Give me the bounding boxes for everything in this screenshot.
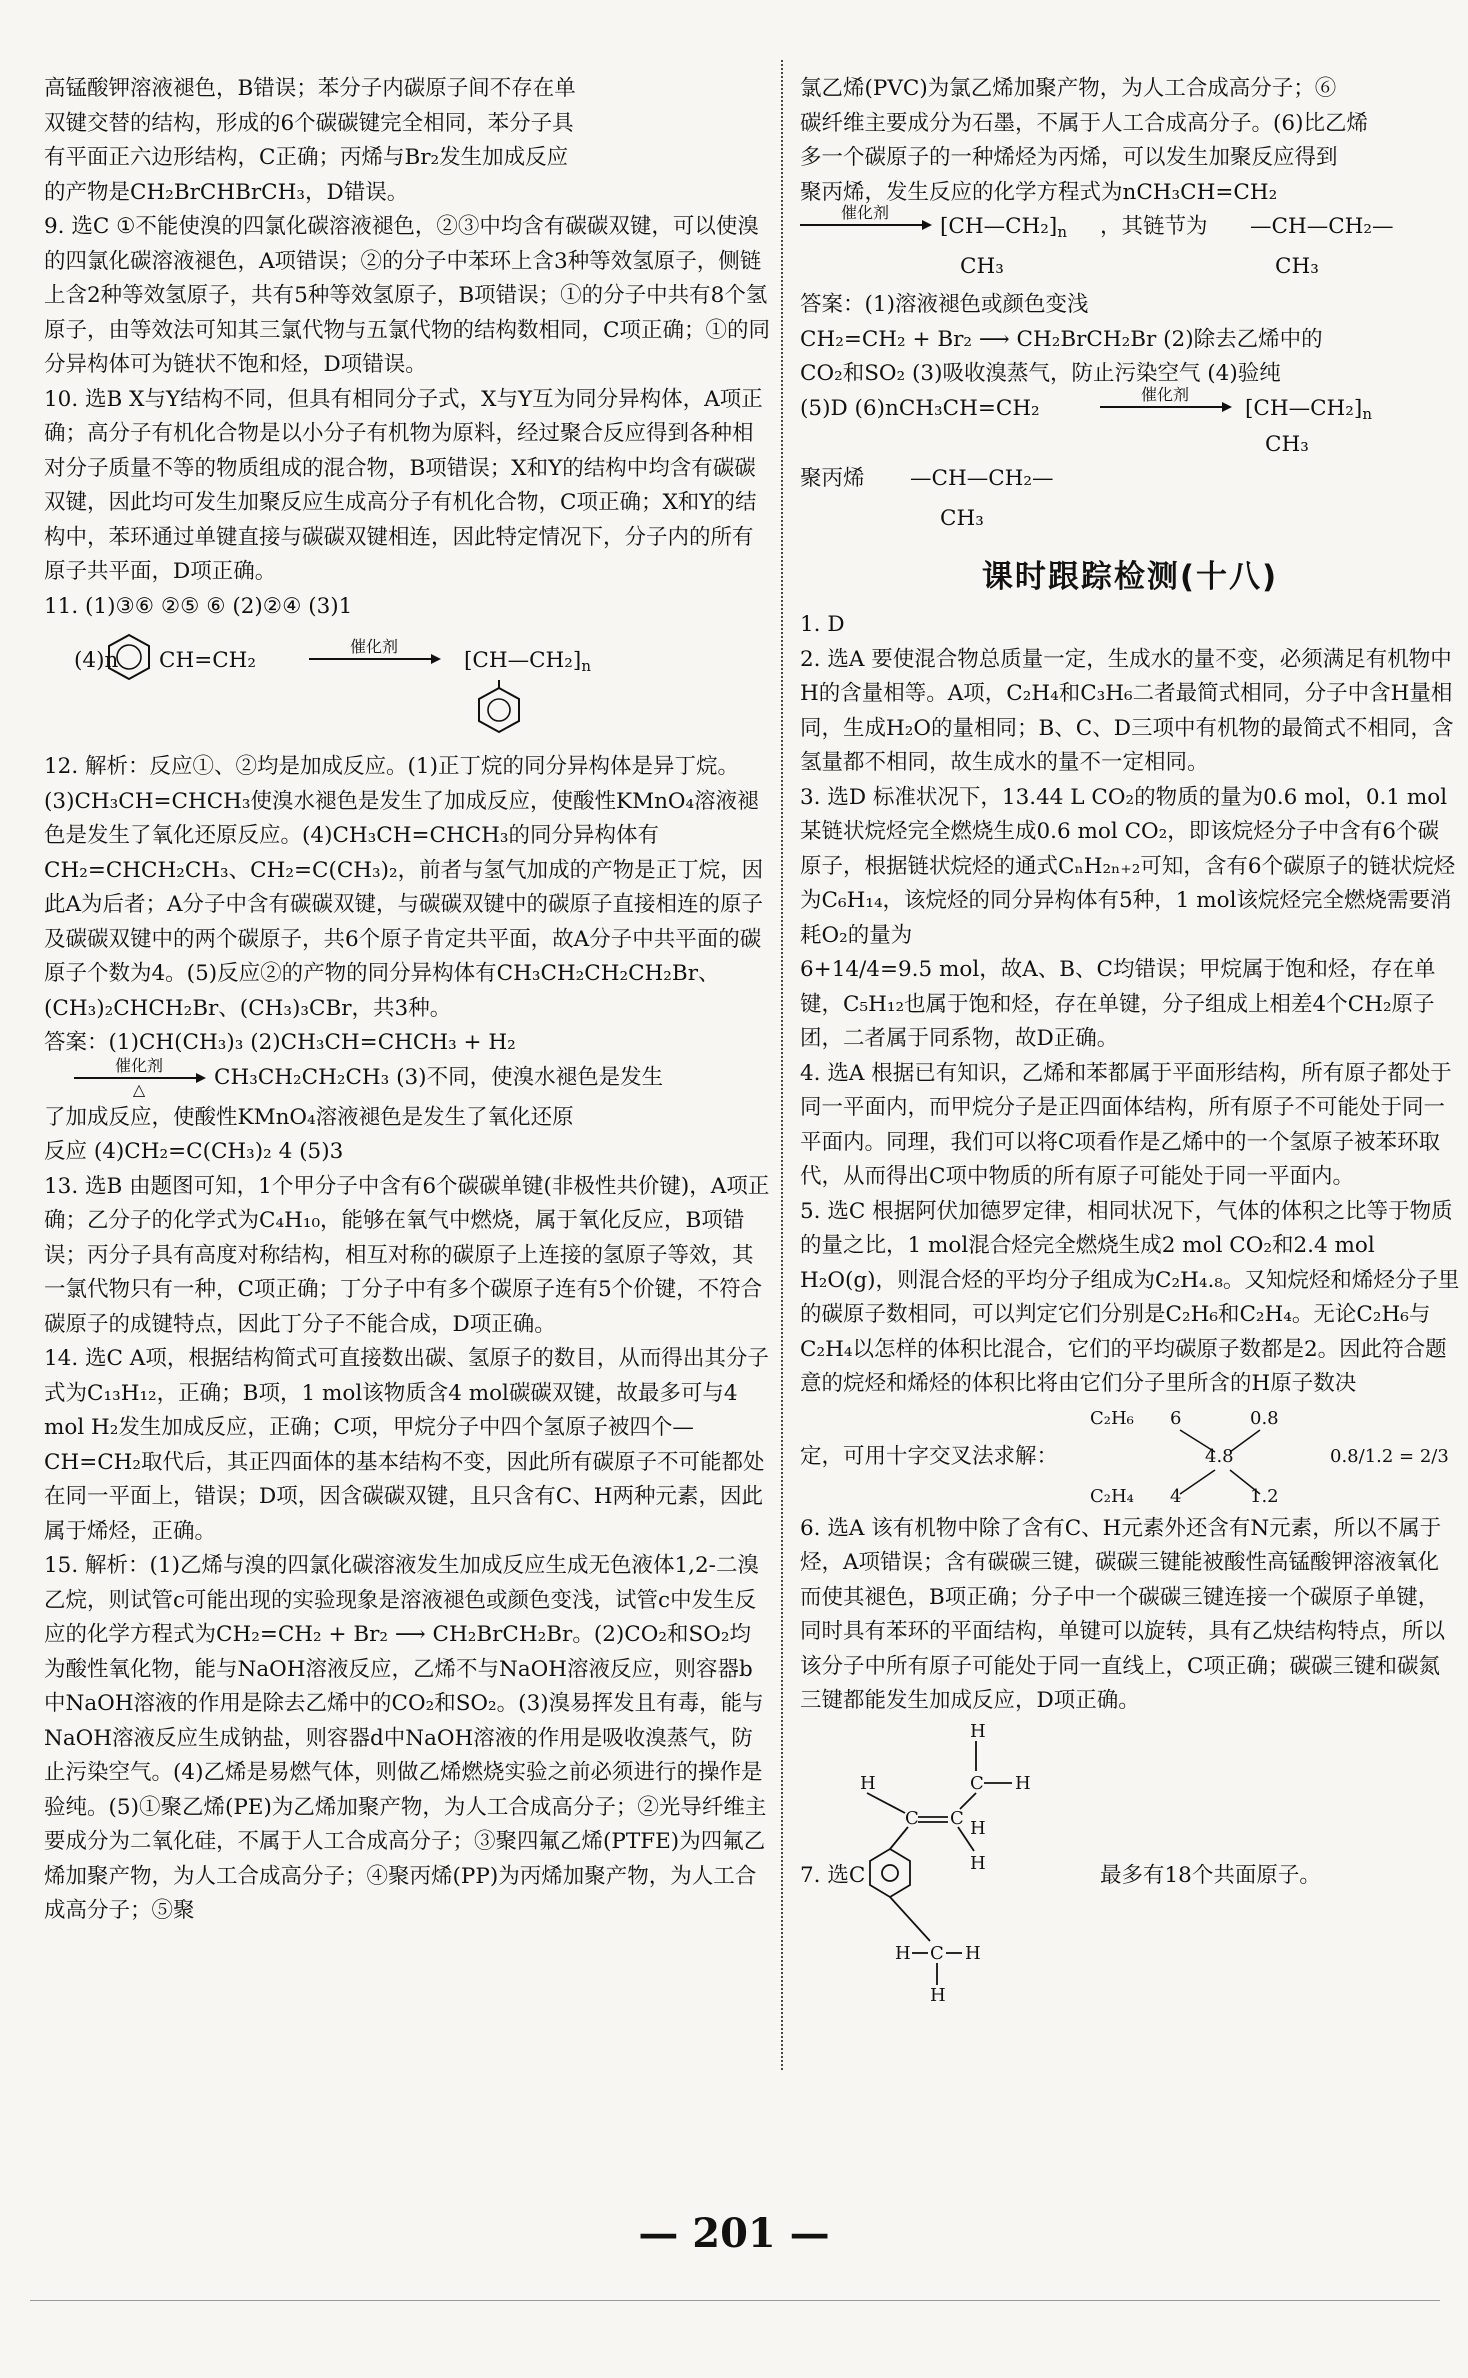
styrene-polymerization-equation [74,632,772,742]
answer-12-key: 答案：(1)CH(CH₃)₃ (2)CH₃CH=CHCH₃ + H₂ [44,1030,516,1055]
answer-11: 11. (1)③⑥ ②⑤ ⑥ (2)②④ (3)1 [44,593,353,619]
test-answer-4: 4. 选A 根据已有知识，乙烯和苯都属于平面形结构，所有原子都处于同一平面内，而甲烷分子是正四面体结构，所有原子不可能处于同一平面内。同理，我们可以将C项看作是乙烯中的一个氢原子被苯环取代，从而得出C项中物质的所有原子可能处于同一平面内。 [800,1060,1452,1189]
polypropylene-line [800,462,1460,542]
answer-12: 12. 解析：反应①、②均是加成反应。(1)正丁烷的同分异构体是异丁烷。(3)CH₃CH=CHCH₃使溴水褪色是发生了加成反应，使酸性KMnO₄溶液褪色是发生了氧化还原反应。(4)CH₃CH=CHCH₃的同分异构体有CH₂=CHCH₂CH₃、CH₂=C(CH₃)₂，前者与氢气加成的产物是正丁烷，因此A为后者；A分子中含有碳碳双键，与碳碳双键中的碳原子直接相连的原子及碳碳双键中的两个碳原子，共6个原子肯定共平面，故A分子中共平面的碳原子个数为4。(5)反应②的产物的同分异构体有CH₃CH₂CH₂CH₂Br、(CH₃)₂CHCH₂Br、(CH₃)₃CBr，共3种。 [44,754,764,1021]
polymer-repeat-unit: CH—CH₂ [1253,395,1354,421]
reaction-arrow [309,638,439,662]
answer-13: 13. 选B 由题图可知，1个甲分子中含有6个碳碳单键(非极性共价键)，A项正确；乙分子的化学式为C₄H₁₀，能够在氧气中燃烧，属于氧化反应，B项错误；丙分子具有高度对称结构，相互对称的碳原子上连接的氢原子等效，其一氯代物只有一种，C项正确；丁分子中有多个碳原子连有5个价键，不符合碳原子的成键特点，因此丁分子不能合成，D项正确。 [44,1173,770,1337]
catalyst-label: 催化剂 [1140,384,1189,404]
polymer-repeat-unit: CH—CH₂ [948,214,1049,239]
coefficient: (4)n [74,648,119,673]
text-line: 了加成反应，使酸性KMnO₄溶液褪色是发生了氧化还原 [44,1104,574,1130]
polymer-formula: $[CH—CH_2]_n$ [940,214,1067,241]
text-line: CH₂=CH₂ + Br₂ ⟶ CH₂BrCH₂Br (2)除去乙烯中的 [800,326,1323,352]
answer-7-label: 7. 选C [800,1862,866,1888]
column-divider [781,60,783,2070]
text-line: (5)D (6)nCH₃CH=CH₂ [800,395,1040,421]
svg-text:H: H [930,1984,946,2006]
polymer-formula: $[CH—CH_2]_n$ [464,648,591,675]
right-column [800,72,1460,2019]
structural-formula-icon [850,1719,1040,2009]
monomer-formula: CH=CH₂ [159,648,257,673]
test-answer-2: 2. 选A 要使混合物总质量一定，生成水的量不变，必须满足有机物中H的含量相等。A项，C₂H₄和C₃H₆二者最简式相同，分子中含H量相同，生成H₂O的量相同；B、C、D三项中有机物的最简式不相同，含氢量都不相同，故生成水的量不一定相同。 [800,646,1454,775]
cross-method-diagram [800,1402,1460,1512]
test-answer-1: 1. D [800,612,845,637]
text-line: 反应 (4)CH₂=C(CH₃)₂ 4 (5)3 [44,1139,344,1164]
answer-12-equation [44,1055,772,1101]
text-line: CH₃CH₂CH₂CH₃ (3)不同，使溴水褪色是发生 [214,1064,664,1090]
text-line: CO₂和SO₂ (3)吸收溴蒸气，防止污染空气 (4)验纯 [800,361,1281,386]
methyl-group: CH₃ [1275,254,1319,279]
svg-text:H: H [970,1817,986,1839]
methyl-group: CH₃ [940,505,984,531]
svg-text:C: C [905,1807,919,1829]
answer-10: 10. 选B X与Y结构不同，但具有相同分子式，X与Y互为同分异构体，A项正确；高分子有机化合物是以小分子有机物为原料，经过聚合反应得到各种相对分子质量不等的物质组成的混合物，B项错误；X和Y的结构中均含有碳碳双键，因此均可发生加聚反应生成高分子有机化合物，C项正确；X和Y的结构中，苯环通过单键直接与碳碳双键相连，因此特定情况下，分子内的所有原子共平面，D项正确。 [44,386,763,584]
cross-value-a: 6 [1170,1407,1182,1429]
cross-result-2: 1.2 [1250,1485,1279,1507]
svg-text:H: H [895,1942,911,1964]
methyl-group: CH₃ [1265,431,1309,457]
footer-rule [30,2300,1440,2301]
polymer-formula: $[CH—CH_2]_n$ [1245,395,1372,423]
svg-text:H: H [965,1942,981,1964]
cross-formula-b: C₂H₄ [1090,1485,1134,1507]
catalyst-label: 催化剂 [840,203,889,222]
answer-15-key: 答案：(1)溶液褪色或颜色变浅 [800,292,1089,317]
text-line: ，其链节为 [1100,214,1208,239]
propene-polymerization-equation [800,203,1460,288]
test-answer-6: 6. 选A 该有机物中除了含有C、H元素外还含有N元素，所以不属于烃，A项错误；含有碳碳三键，碳碳三键能被酸性高锰酸钾溶液氧化而使其褪色，B项正确；分子中一个碳碳三键连接一个碳原子单键，同时具有苯环的平面结构，单键可以旋转，具有乙炔结构特点，所以该分子中所有原子可能处于同一直线上，C项正确；碳碳三键和碳氮三键都能发生加成反应，D项正确。 [800,1515,1446,1713]
text-line: 的产物是CH₂BrCHBrCH₃，D错误。 [44,179,409,205]
test-answer-3: 3. 选D 标准状况下，13.44 L CO₂的物质的量为0.6 mol，0.1 mol某链状烷烃完全燃烧生成0.6 mol CO₂，即该烷烃分子中含有6个碳原子，根据链状烷烃的通式CₙH₂ₙ₊₂可知，含有6个碳原子的链状烷烃为C₆H₁₄，该烷烃的同分异构体有5种，1 mol该烷烃完全燃烧需要消耗O₂的量为 [800,784,1456,948]
test-answer-3-cont: 6+14/4=9.5 mol，故A、B、C均错误；甲烷属于饱和烃，存在单键，C₅H₁₂也属于饱和烃，存在单键，分子组成上相差4个CH₂原子团，二者属于同系物，故D正确。 [800,957,1436,1051]
page-number: — 201 — [638,2210,830,2257]
text-line: 聚丙烯 [800,465,865,491]
text-line: 氯乙烯(PVC)为氯乙烯加聚产物，为人工合成高分子；⑥ [800,76,1337,101]
methyl-group: CH₃ [960,254,1004,279]
cross-average: 4.8 [1205,1445,1234,1467]
svg-text:C: C [930,1942,944,1964]
answer-9: 9. 选C ①不能使溴的四氯化碳溶液褪色，②③中均含有碳碳双键，可以使溴的四氯化碳溶液褪色，A项错误；②的分子中苯环上含3种等效氢原子，侧链上含2种等效氢原子，共有5种等效氢原子，B项错误；①的分子中共有8个氢原子，由等效法可知其三氯代物与五氯代物的结构数相同，C项正确；①的同分异构体可为链状不饱和烃，D项错误。 [44,214,770,377]
chain-link: —CH—CH₂— [910,465,1054,491]
test-answer-7 [800,1719,1460,2019]
page-number-value: 201 [692,2210,776,2257]
benzene-ring-icon [104,632,154,682]
answer-14: 14. 选C A项，根据结构简式可直接数出碳、氢原子的数目，从而得出其分子式为C₁₃H₁₂，正确；B项，1 mol该物质含4 mol碳碳双键，故最多可与4 mol H₂发生加成反应，正确；C项，甲烷分子中四个氢原子被四个—CH=CH₂取代后，其正四面体的基本结构不变，因此所有碳原子不可能都处在同一平面上，错误；D项，因含碳碳双键，且只含有C、H两种元素，因此属于烯烃，正确。 [44,1346,769,1544]
svg-text:H: H [1015,1772,1031,1794]
cross-result-1: 0.8 [1250,1407,1279,1429]
text-line: 聚丙烯，发生反应的化学方程式为nCH₃CH=CH₂ [800,179,1278,205]
cross-formula-a: C₂H₆ [1090,1407,1134,1429]
catalyst-label: 催化剂 [349,637,398,656]
text-line: 定，可用十字交叉法求解： [800,1443,1059,1469]
section-title: 课时跟踪检测(十八) [981,558,1279,595]
answer-15-equation [800,384,1460,462]
heat-label: △ [132,1079,146,1099]
cross-value-b: 4 [1170,1485,1182,1507]
benzene-ring-icon [474,680,524,736]
answer-15: 15. 解析：(1)乙烯与溴的四氯化碳溶液发生加成反应生成无色液体1,2-二溴乙烷，则试管c可能出现的实验现象是溶液褪色或颜色变浅，试管c中发生反应的化学方程式为CH₂=CH₂ + Br₂ ⟶ CH₂BrCH₂Br。(2)CO₂和SO₂均为酸性氧化物，能与NaOH溶液反应，乙烯不与NaOH溶液反应，则容器b中NaOH溶液的作用是除去乙烯中的CO₂和SO₂。(3)溴易挥发且有毒，能与NaOH溶液反应生成钠盐，则容器d中NaOH溶液的作用是吸收溴蒸气，防止污染空气。(4)乙烯是易燃气体，则做乙烯燃烧实验之前必须进行的操作是验纯。(5)①聚乙烯(PE)为乙烯加聚产物，为人工合成高分子；②光导纤维主要成分为二氧化硅，不属于人工合成高分子；③聚四氟乙烯(PTFE)为四氟乙烯加聚产物，为人工合成高分子；④聚丙烯(PP)为丙烯加聚产物，为人工合成高分子；⑤聚 [44,1553,767,1923]
chain-link: —CH—CH₂— [1250,214,1394,239]
catalyst-label: 催化剂 [114,1055,163,1075]
text-line: 多一个碳原子的一种烯烃为丙烯，可以发生加聚反应得到 [800,145,1338,170]
svg-text:H: H [860,1772,876,1794]
text-line: 有平面正六边形结构，C正确；丙烯与Br₂发生加成反应 [44,145,569,170]
reaction-arrow [1100,386,1230,410]
reaction-arrow [74,1057,204,1099]
left-column [44,72,772,1929]
cross-ratio: 0.8/1.2 = 2/3 [1330,1445,1449,1467]
text-line: 碳纤维主要成分为石墨，不属于人工合成高分子。(6)比乙烯 [800,110,1368,136]
svg-text:H: H [970,1720,986,1742]
reaction-arrow [800,204,930,228]
answer-7-text: 最多有18个共面原子。 [1100,1862,1321,1888]
polymer-repeat-unit: CH—CH₂ [472,648,573,673]
text-line: 双键交替的结构，形成的6个碳碳键完全相同，苯分子具 [44,110,574,136]
test-answer-5: 5. 选C 根据阿伏加德罗定律，相同状况下，气体的体积之比等于物质的量之比，1 mol混合烃完全燃烧生成2 mol CO₂和2.4 mol H₂O(g)，则混合烃的平均分子组成为C₂H₄.₈。又知烷烃和烯烃分子里的碳原子数相同，可以判定它们分别是C₂H₆和C₂H₄。无论C₂H₆与C₂H₄以怎样的体积比混合，它们的平均碳原子数都是2。因此符合题意的烷烃和烯烃的体积比将由它们分子里所含的H原子数决 [800,1198,1460,1396]
svg-text:C: C [970,1772,984,1794]
text-line: 高锰酸钾溶液褪色，B错误；苯分子内碳原子间不存在单 [44,76,576,101]
svg-text:H: H [970,1852,986,1874]
svg-text:C: C [950,1807,964,1829]
